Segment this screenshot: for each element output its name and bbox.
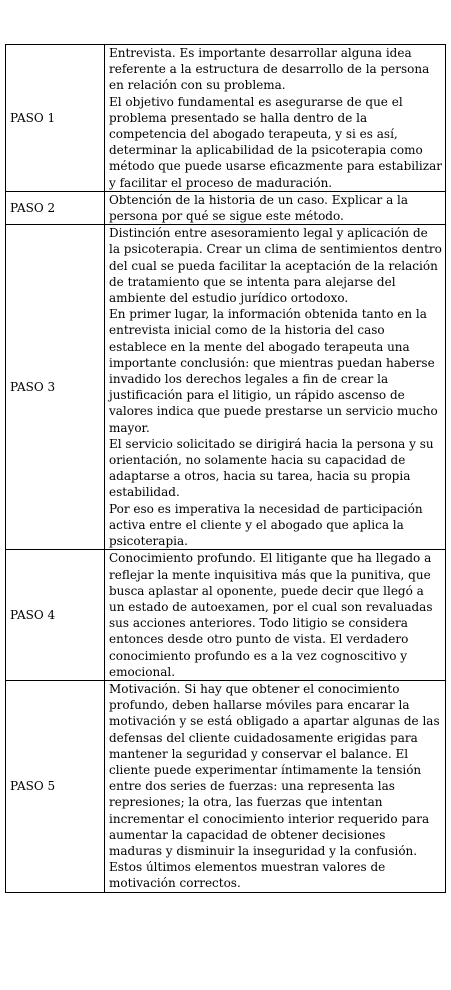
step-paragraph: Distinción entre asesoramiento legal y aplicación de la psicoterapia. Crear un clima de sentimientos dentro del cual se pueda facilitar la aceptación de la relación de tratamiento que se intenta para alejarse del ambiente del estudio jurídico ortodoxo.	[109, 226, 442, 306]
table-row	[6, 225, 446, 550]
step-description	[105, 680, 446, 892]
step-paragraph: El servicio solicitado se dirigirá hacia la persona y su orientación, no solamente hacia su capacidad de adaptarse a otros, hacia su tarea, hacia su propia estabilidad.	[109, 436, 434, 500]
step-paragraph: Entrevista. Es importante desarrollar alguna idea referente a la estructura de desarrollo de la persona en relación con su problema.	[109, 46, 430, 93]
step-description	[105, 191, 446, 224]
table-row	[6, 680, 446, 892]
table-row	[6, 550, 446, 681]
step-description	[105, 550, 446, 681]
step-paragraph: Conocimiento profundo. El litigante que ha llegado a reflejar la mente inquisitiva más que la punitiva, que busca aplastar al oponente, puede decir que llegó a un estado de autoexamen, por el cual son revaluadas sus acciones anteriores. Todo litigio se considera entonces desde otro punto de vista. El verdadero conocimiento profundo es a la vez cognoscitivo y emocional.	[109, 551, 433, 679]
step-paragraph: El objetivo fundamental es asegurarse de que el problema presentado se halla dentro de la competencia del abogado terapeuta, y si es así, determinar la aplicabilidad de la psicoterapia como método que puede usarse eficazmente para estabilizar y facilitar el proceso de maduración.	[109, 94, 442, 190]
step-label: PASO 4	[6, 550, 105, 681]
step-label: PASO 5	[6, 680, 105, 892]
step-paragraph: Por eso es imperativa la necesidad de participación activa entre el cliente y el abogado que aplica la psicoterapia.	[109, 501, 423, 549]
steps-table	[5, 44, 446, 893]
step-label: PASO 2	[6, 191, 105, 224]
step-paragraph: En primer lugar, la información obtenida tanto en la entrevista inicial como de la historia del caso establece en la mente del abogado terapeuta una importante conclusión: que mientras puedan haberse invadido los derechos legales a fin de crear la justificación para el litigio, un rápido ascenso de valores indica que puede prestarse un servicio mucho mayor.	[109, 307, 438, 435]
step-label: PASO 3	[6, 225, 105, 550]
step-paragraph: Motivación. Si hay que obtener el conocimiento profundo, deben hallarse móviles para encarar la motivación y se está obligado a apartar algunas de las defensas del cliente cuidadosamente erigidas para mantener la seguridad y conservar el balance. El cliente puede experimentar íntimamente la tensión entre dos series de fuerzas: una representa las represiones; la otra, las fuerzas que intentan incrementar el conocimiento interior requerido para aumentar la capacidad de obtener decisiones maduras y disminuir la inseguridad y la confusión. Estos últimos elementos muestran valores de motivación correctos.	[109, 681, 440, 891]
step-label: PASO 1	[6, 45, 105, 192]
table-row	[6, 45, 446, 192]
step-description	[105, 45, 446, 192]
step-paragraph: Obtención de la historia de un caso. Explicar a la persona por qué se sigue este método.	[109, 192, 409, 224]
step-description	[105, 225, 446, 550]
table-row	[6, 191, 446, 224]
